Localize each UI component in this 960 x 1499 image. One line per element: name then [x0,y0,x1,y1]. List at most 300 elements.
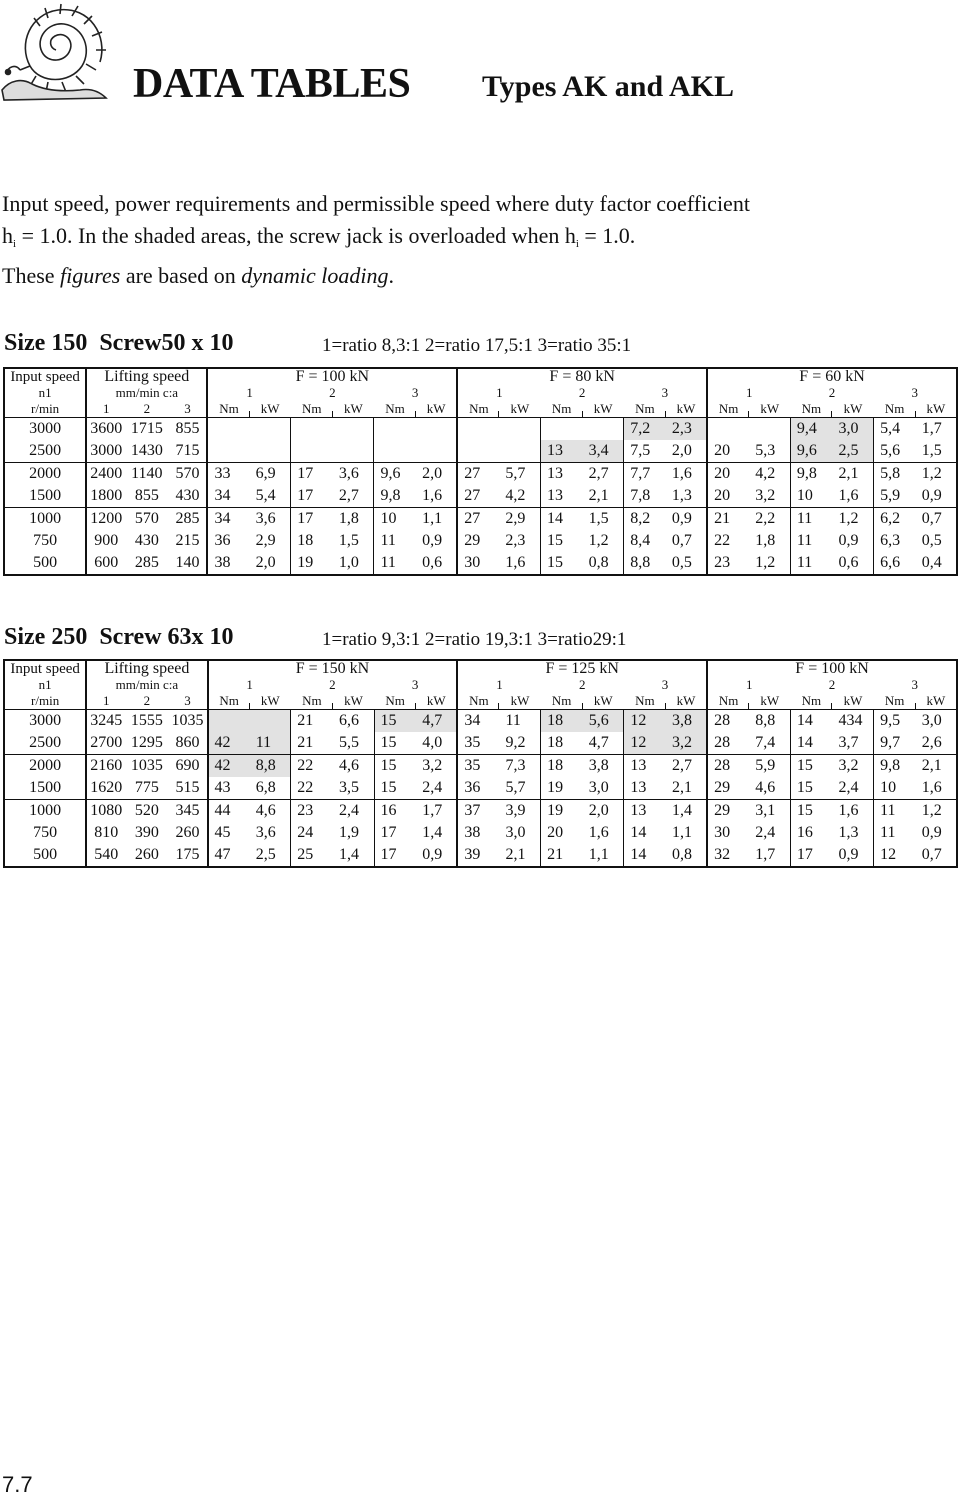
torque-cell: 17 [374,844,416,867]
lifting-speed-cell: 260 [125,844,168,867]
torque-cell: 17 [374,822,416,844]
nm-col-label: Nm [707,401,749,418]
power-cell: 4,2 [749,463,790,486]
torque-cell: 10 [790,485,832,508]
power-cell: 2,0 [416,463,457,486]
data-table [3,659,958,868]
power-cell: 0,7 [916,844,957,867]
table-row [4,485,957,508]
torque-cell: 15 [541,530,583,552]
torque-cell [707,418,749,441]
ratio-col-label: 3 [874,677,957,693]
torque-cell: 14 [790,710,832,733]
power-cell: 3,5 [338,779,359,796]
power-cell: 1,2 [832,508,873,531]
power-cell: 4,7 [416,710,457,733]
lifting-speed-cell: 775 [134,779,159,796]
table-row [4,822,957,844]
input-speed-cell: 500 [4,552,86,575]
power-cell: 2,4 [333,800,374,823]
input-speed-cell: 1500 [4,777,86,800]
power-cell: 1,0 [333,552,374,575]
torque-cell: 12 [624,732,666,755]
torque-cell: 17 [291,463,333,486]
torque-cell: 7,2 [624,418,666,441]
torque-cell: 28 [707,710,749,733]
torque-cell: 9,6 [374,463,416,486]
torque-cell [541,418,583,441]
power-cell: 3,8 [583,755,624,778]
lifting-speed-cell: 175 [168,844,207,867]
lifting-speed-cell: 260 [175,824,200,841]
ratio-col-label: 3 [411,677,419,692]
power-cell: 4,7 [588,734,609,751]
lifting-speed-cell: 3245 [86,710,125,733]
torque-cell: 15 [374,755,416,778]
torque-cell: 8,4 [624,530,666,552]
power-cell: 0,8 [583,552,624,575]
torque-cell: 22 [707,530,749,552]
torque-cell: 19 [291,552,333,575]
power-cell: 2,0 [671,442,692,459]
power-cell [499,418,540,441]
table-row [4,777,957,800]
intro-line-1: Input speed, power requirements and permissible speed where duty factor coefficient [2,191,750,216]
power-cell: 5,7 [505,779,526,796]
power-cell: 5,4 [255,487,276,504]
power-cell: 1,2 [916,463,957,486]
lifting-speed-cell: 285 [125,552,168,575]
lifting-speed-cell: 540 [86,844,125,867]
lifting-speed-cell: 570 [168,463,207,486]
table-row [4,508,957,531]
force-header: F = 100 kN [707,660,957,677]
nm-col-label: Nm [707,693,749,710]
power-cell: 1,6 [422,487,443,504]
kw-col-label: kW [416,401,457,418]
lifting-speed-cell: 3000 [86,440,125,463]
ammonite-shell-logo [0,0,112,108]
ratio-col-label: 1 [707,385,790,401]
torque-cell: 43 [208,777,250,800]
ratio-col-label: 3 [661,385,669,400]
nm-col-label: Nm [874,693,916,710]
power-cell: 2,9 [499,508,540,531]
power-cell: 4,6 [250,800,291,823]
section-heading: Size 150 Screw50 x 10 1=ratio 8,3:1 2=ratio 17,5:1 3=ratio 35:1 [4,330,632,356]
torque-cell: 5,9 [874,485,916,508]
power-cell: 2,0 [250,552,291,575]
torque-cell: 5,8 [874,463,916,486]
page-title: DATA TABLES [133,61,411,107]
lifting-speed-cell: 3600 [86,418,125,441]
power-cell: 3,2 [416,755,457,778]
torque-cell: 11 [874,822,916,844]
power-cell [416,418,457,441]
power-cell: 1,1 [671,824,692,841]
lifting-speed-cell: 855 [134,487,159,504]
torque-cell: 13 [624,755,666,778]
power-cell: 0,9 [416,844,457,867]
ratio-col-label: 2 [828,677,836,692]
lifting-speed-cell: 345 [168,800,207,823]
ratio-col-label: 2 [125,693,168,710]
power-cell: 2,0 [583,800,624,823]
power-cell: 4,6 [333,755,374,778]
kw-col-label: kW [749,693,790,710]
power-cell: 8,8 [749,710,790,733]
power-cell: 3,0 [588,779,609,796]
torque-cell [374,440,416,463]
input-speed-cell: 1000 [4,508,86,531]
torque-cell: 28 [707,732,749,755]
ratio-col-label: 2 [329,677,336,692]
power-cell: 1,6 [838,487,859,504]
ratio-col-label: 3 [168,693,207,710]
mm-min-label: mm/min c:a [86,385,207,401]
force-header: F = 150 kN [208,660,458,677]
torque-cell: 22 [291,777,333,800]
force-header: F = 125 kN [457,660,707,677]
torque-cell: 13 [624,800,666,823]
input-speed-label: Input speed [4,368,86,385]
ratio-col-label: 2 [125,401,168,418]
torque-cell: 34 [207,508,249,531]
power-cell: 7,3 [499,755,540,778]
torque-cell: 27 [457,508,499,531]
power-cell: 6,6 [333,710,374,733]
torque-cell: 16 [374,800,416,823]
kw-col-label: kW [416,693,457,710]
power-cell: 5,3 [755,442,776,459]
table-row [4,463,957,486]
table-row [4,755,957,778]
torque-cell: 45 [208,822,250,844]
lifting-speed-cell: 430 [175,487,200,504]
power-cell: 0,9 [838,532,859,549]
torque-cell: 9,6 [790,440,832,463]
power-cell: 1,5 [338,532,359,549]
section-heading: Size 250 Screw 63x 10 1=ratio 9,3:1 2=ratio 19,3:1 3=ratio29:1 [4,624,627,650]
torque-cell [457,440,499,463]
torque-cell: 8,8 [624,552,666,575]
kw-col-label: kW [916,401,957,418]
torque-cell: 20 [541,822,583,844]
nm-col-label: Nm [541,401,583,418]
ratio-col-label: 1 [208,677,291,693]
lifting-speed-cell: 285 [168,508,207,531]
kw-col-label: kW [499,693,540,710]
torque-cell: 36 [457,777,499,800]
lifting-speed-cell: 1555 [125,710,168,733]
torque-cell: 33 [207,463,249,486]
torque-cell: 27 [457,463,499,486]
kw-col-label: kW [250,693,291,710]
lifting-speed-cell: 1035 [125,755,168,778]
torque-cell: 15 [541,552,583,575]
torque-cell: 19 [541,800,583,823]
power-cell: 4,0 [422,734,443,751]
power-cell: 0,9 [422,532,443,549]
torque-cell: 21 [541,844,583,867]
nm-col-label: Nm [790,693,832,710]
input-speed-label: Input speed [4,660,86,677]
input-speed-cell: 2500 [4,440,86,463]
lifting-speed-label: Lifting speed [86,660,207,677]
power-cell: 0,5 [916,530,957,552]
table-row [4,418,957,441]
power-cell: 0,7 [916,508,957,531]
power-cell: 1,2 [749,552,790,575]
n1-label: n1 [4,677,86,693]
lifting-speed-cell: 520 [125,800,168,823]
power-cell: 2,1 [916,755,957,778]
torque-cell: 7,8 [624,485,666,508]
power-cell: 1,7 [749,844,790,867]
lifting-speed-cell: 1620 [86,777,125,800]
torque-cell: 17 [291,485,333,508]
power-cell [416,440,457,463]
torque-cell: 34 [457,710,499,733]
power-cell: 2,3 [505,532,526,549]
torque-cell: 9,8 [874,755,916,778]
torque-cell: 23 [291,800,333,823]
lifting-speed-cell: 1200 [86,508,125,531]
torque-cell: 32 [707,844,749,867]
kw-col-label: kW [333,401,374,418]
lifting-speed-cell: 1035 [168,710,207,733]
power-cell: 1,4 [333,844,374,867]
torque-cell: 20 [707,440,749,463]
power-cell: 3,8 [666,710,707,733]
intro-line-2: $h_i = 1.0$. In the shaded areas, the screw jack is overloaded when $h_i = 1.0$. [2,223,636,250]
power-cell: 2,9 [255,532,276,549]
power-cell: 5,9 [749,755,790,778]
power-cell: 1,8 [755,532,776,549]
power-cell [250,440,291,463]
input-speed-cell: 500 [4,844,86,867]
power-cell [333,418,374,441]
input-speed-cell: 2000 [4,463,86,486]
torque-cell: 15 [374,777,416,800]
power-cell [499,440,540,463]
lifting-speed-cell: 715 [175,442,200,459]
torque-cell: 6,2 [874,508,916,531]
power-cell: 4,2 [505,487,526,504]
torque-cell: 20 [707,485,749,508]
ratio-legend: 1=ratio 8,3:1 2=ratio 17,5:1 3=ratio 35:1 [322,335,632,356]
power-cell: 6,8 [255,779,276,796]
ratio-col-label: 3 [168,401,207,418]
torque-cell: 21 [291,732,333,755]
torque-cell: 9,4 [790,418,832,441]
torque-cell: 11 [374,530,416,552]
power-cell: 1,6 [832,800,873,823]
power-cell: 3,2 [666,732,707,755]
torque-cell: 22 [291,755,333,778]
power-cell: 3,2 [755,487,776,504]
torque-cell: 9,7 [874,732,916,755]
power-cell: 0,6 [416,552,457,575]
power-cell: 1,3 [671,487,692,504]
ratio-col-label: 1 [86,693,125,710]
power-cell: 1,6 [666,463,707,486]
power-cell [749,418,790,441]
nm-col-label: Nm [790,401,832,418]
torque-cell: 13 [541,485,583,508]
torque-cell: 14 [624,844,666,867]
mm-min-label: mm/min c:a [86,677,207,693]
torque-cell: 5,6 [874,440,916,463]
nm-col-label: Nm [624,693,666,710]
torque-cell: 14 [790,732,832,755]
power-cell: 2,7 [338,487,359,504]
page-number: 7.7 [2,1472,33,1497]
torque-cell: 15 [374,710,416,733]
ratio-col-label: 1 [707,677,790,693]
torque-cell: 11 [790,530,832,552]
torque-cell: 15 [790,755,832,778]
torque-cell: 19 [541,777,583,800]
torque-cell: 23 [707,552,749,575]
nm-col-label: Nm [541,693,583,710]
lifting-speed-cell: 2700 [86,732,125,755]
ratio-col-label: 3 [411,385,419,400]
torque-cell: 15 [790,777,832,800]
table-row [4,732,957,755]
torque-cell: 35 [457,732,499,755]
power-cell: 2,4 [838,779,859,796]
power-cell: 0,4 [916,552,957,575]
torque-cell: 27 [457,485,499,508]
power-cell: 8,8 [250,755,291,778]
torque-cell: 7,5 [624,440,666,463]
lifting-speed-cell: 430 [134,532,159,549]
kw-col-label: kW [583,401,624,418]
power-cell: 9,2 [505,734,526,751]
nm-col-label: Nm [624,401,666,418]
power-cell: 1,6 [499,552,540,575]
kw-col-label: kW [583,693,624,710]
lifting-speed-cell: 515 [175,779,200,796]
power-cell: 1,7 [416,800,457,823]
kw-col-label: kW [749,401,790,418]
power-cell: 1,2 [588,532,609,549]
ratio-col-label: 1 [86,401,125,418]
kw-col-label: kW [832,693,873,710]
power-cell: 3,6 [333,463,374,486]
input-speed-cell: 750 [4,822,86,844]
nm-col-label: Nm [874,401,916,418]
torque-cell: 10 [874,777,916,800]
power-cell: 1,6 [916,777,957,800]
lifting-speed-cell: 570 [125,508,168,531]
power-cell: 2,1 [588,487,609,504]
power-cell [333,440,374,463]
torque-cell: 47 [208,844,250,867]
torque-cell: 20 [707,463,749,486]
power-cell [250,710,291,733]
torque-cell: 18 [541,732,583,755]
power-cell: 0,7 [671,532,692,549]
ratio-col-label: 1 [457,385,540,401]
table-row [4,844,957,867]
power-cell: 1,2 [916,800,957,823]
torque-cell: 13 [541,440,583,463]
kw-col-label: kW [333,693,374,710]
power-cell: 0,9 [666,508,707,531]
power-cell: 2,5 [250,844,291,867]
nm-col-label: Nm [207,401,249,418]
power-cell: 1,5 [916,440,957,463]
torque-cell: 12 [874,844,916,867]
power-cell: 0,9 [916,485,957,508]
torque-cell: 34 [207,485,249,508]
torque-cell: 21 [707,508,749,531]
nm-col-label: Nm [291,693,333,710]
lifting-speed-cell: 2160 [86,755,125,778]
torque-cell: 13 [624,777,666,800]
torque-cell: 12 [624,710,666,733]
power-cell: 3,4 [583,440,624,463]
lifting-speed-cell: 810 [86,822,125,844]
power-cell: 5,7 [499,463,540,486]
table-row [4,552,957,575]
lifting-speed-cell: 1800 [86,485,125,508]
ratio-col-label: 2 [329,385,336,400]
ratio-col-label: 2 [828,385,836,400]
torque-cell: 9,8 [790,463,832,486]
lifting-speed-cell: 2400 [86,463,125,486]
nm-col-label: Nm [208,693,250,710]
power-cell: 3,0 [505,824,526,841]
torque-cell: 14 [624,822,666,844]
data-table [3,367,958,576]
power-cell: 11 [499,710,540,733]
torque-cell: 37 [457,800,499,823]
torque-cell: 15 [790,800,832,823]
kw-col-label: kW [916,693,957,710]
torque-cell: 17 [790,844,832,867]
torque-cell: 38 [457,822,499,844]
kw-col-label: kW [666,401,707,418]
lifting-speed-cell: 140 [168,552,207,575]
torque-cell: 9,8 [374,485,416,508]
lifting-speed-cell: 600 [86,552,125,575]
torque-cell: 30 [707,822,749,844]
torque-cell: 6,6 [874,552,916,575]
nm-col-label: Nm [457,693,499,710]
ratio-col-label: 3 [661,677,669,692]
power-cell: 3,7 [838,734,859,751]
power-cell: 0,8 [666,844,707,867]
torque-cell [457,418,499,441]
torque-cell: 42 [208,755,250,778]
torque-cell: 18 [541,755,583,778]
torque-cell: 36 [207,530,249,552]
power-cell: 1,4 [666,800,707,823]
kw-col-label: kW [832,401,873,418]
nm-col-label: Nm [457,401,499,418]
torque-cell [291,440,333,463]
torque-cell: 15 [374,732,416,755]
ratio-col-label: 3 [874,385,957,401]
power-cell: 434 [832,710,873,733]
torque-cell: 14 [541,508,583,531]
power-cell: 2,7 [666,755,707,778]
power-cell: 1,3 [838,824,859,841]
kw-col-label: kW [666,693,707,710]
